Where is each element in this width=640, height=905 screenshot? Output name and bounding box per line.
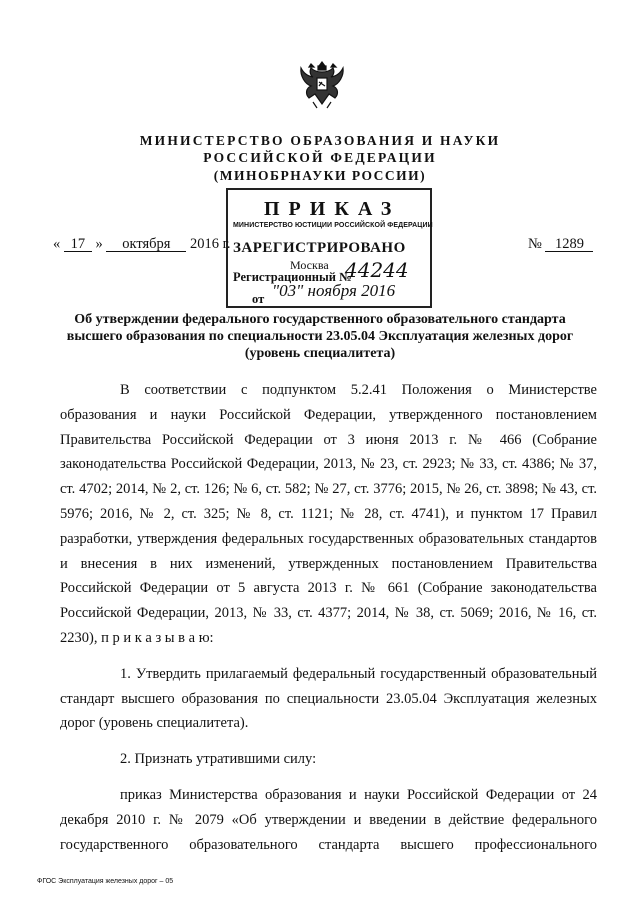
title-line: Об утверждении федерального государственного образовательного стандарта — [74, 312, 566, 327]
stamp-number-label: Регистрационный № — [233, 270, 352, 284]
stamp-authority: МИНИСТЕРСТВО ЮСТИЦИИ РОССИЙСКОЙ ФЕДЕРАЦИИ — [233, 222, 433, 229]
order-date — [53, 236, 231, 253]
coat-of-arms-icon — [299, 58, 345, 110]
ministry-name-line2: РОССИЙСКОЙ ФЕДЕРАЦИИ — [203, 150, 437, 165]
paragraph-item-1: 1. Утвердить прилагаемый федеральный государственный образовательный стандарт высшего образования по специальности 23.05.04 Эксплуатация железных дорог (уровень специалитета). — [60, 665, 597, 732]
paragraph-item-2: 2. Признать утратившими силу: — [120, 751, 317, 768]
order-body — [60, 378, 597, 857]
order-number-label: № — [528, 236, 542, 252]
date-open-quote: « — [53, 236, 61, 252]
stamp-date-label: от — [252, 292, 265, 306]
page-footer: ФГОС Эксплуатация железных дорог – 05 — [37, 878, 174, 885]
date-month: октября — [106, 237, 186, 252]
paragraph-preamble: В соответствии с подпунктом 5.2.41 Положения о Министерстве образования и науки Российской Федерации, утвержденного постановлением Правительства Российской Федерации от 3 июня 2013 г. № 466 (Собрание законодательства Российской Федерации, 2013, № 23, ст. 2923; № 33, ст. 4386; № 37, ст. 4702; 2014, № 2, ст. 126; № 6, ст. 582; № 27, ст. 3776; 2015, № 26, ст. 3898; № 43, ст. 5976; 2016, № 2, ст. 325; № 8, ст. 1121; № 28, ст. 4741), и пунктом 17 Правил разработки, утверждения федеральных государственных образовательных стандартов и внесения в них изменений, утвержденных постановлением Правительства Российской Федерации от 5 августа 2013 г. № 661 (Собрание законодательства Российской Федерации, 2013, № 33, ст. 4377; 2014, № 38, ст. 5069; 2016, № 16, ст. 2230), п р и к а з ы в а ю: — [60, 382, 597, 646]
stamp-date: "03" ноября 2016 — [272, 281, 396, 300]
stamp-city: Москва — [290, 258, 329, 272]
order-number — [528, 236, 593, 253]
paragraph-item-2-text: приказ Министерства образования и науки Российской Федерации от 24 декабря 2010 г. № 2079 «Об утверждении и введении в действие федерального государственного образовательного стандарта высшего профессионального — [60, 786, 597, 853]
order-title — [60, 311, 580, 362]
ministry-short-name: (МИНОБРНАУКИ РОССИИ) — [213, 168, 427, 183]
title-line: высшего образования по специальности 23.05.04 Эксплуатация железных дорог — [66, 329, 574, 344]
document-type: ПРИКАЗ — [264, 198, 401, 220]
ministry-name-line1: МИНИСТЕРСТВО ОБРАЗОВАНИЯ И НАУКИ — [139, 133, 501, 148]
date-day: 17 — [64, 237, 92, 252]
date-year: 2016 г. — [190, 236, 231, 252]
title-line: (уровень специалитета) — [244, 346, 396, 361]
date-close-quote: » — [95, 236, 103, 252]
order-number-value: 1289 — [545, 237, 593, 252]
stamp-registration-number: 44244 — [345, 258, 409, 282]
stamp-status: ЗАРЕГИСТРИРОВАНО — [233, 240, 406, 256]
